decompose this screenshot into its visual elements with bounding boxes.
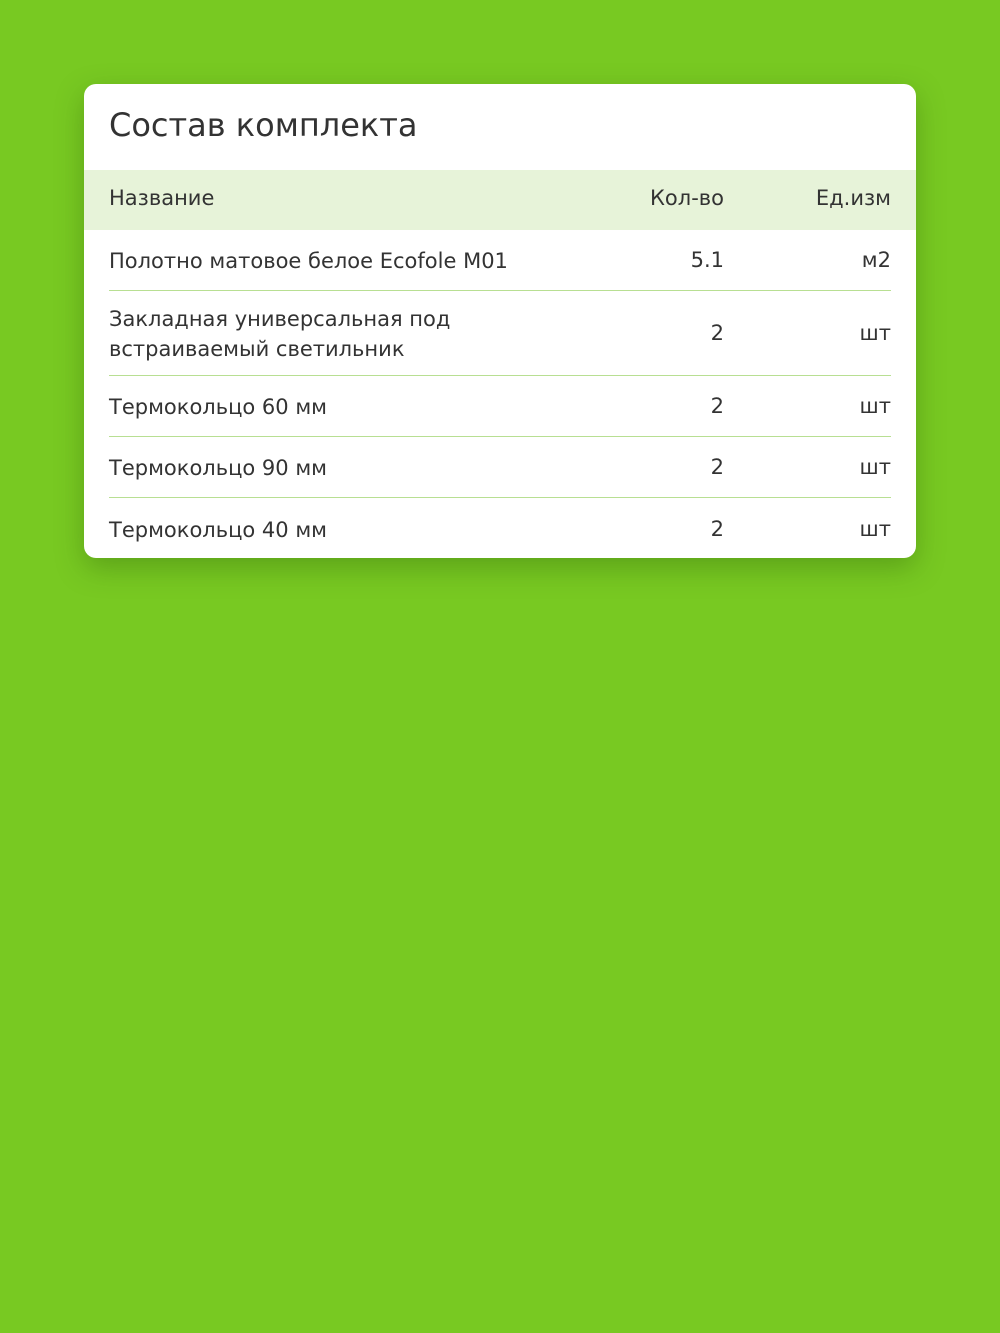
table-row (109, 376, 891, 437)
item-unit: шт (859, 321, 891, 345)
table-row (109, 291, 891, 376)
kit-table (84, 170, 916, 558)
header-name: Название (109, 186, 215, 210)
item-name: Термокольцо 90 мм (109, 456, 327, 480)
table-body (84, 230, 916, 558)
item-name: Полотно матовое белое Ecofole M01 (109, 249, 508, 273)
item-unit: шт (859, 455, 891, 479)
item-qty: 2 (710, 455, 724, 479)
item-qty: 2 (710, 394, 724, 418)
item-unit: шт (859, 394, 891, 418)
table-row (109, 437, 891, 498)
item-name: Термокольцо 60 мм (109, 395, 327, 419)
item-qty: 5.1 (690, 248, 724, 272)
card-title: Состав комплекта (109, 106, 418, 144)
table-header (84, 170, 916, 230)
item-unit: шт (859, 516, 891, 541)
table-row (109, 498, 891, 558)
header-qty: Кол-во (650, 186, 724, 210)
item-unit: м2 (861, 248, 891, 272)
item-qty: 2 (710, 516, 724, 541)
item-qty: 2 (710, 321, 724, 345)
item-name: Закладная универсальная под встраиваемый светильник (109, 307, 451, 361)
header-unit: Ед.изм (815, 186, 891, 210)
table-row (109, 230, 891, 291)
item-name: Термокольцо 40 мм (109, 517, 327, 542)
kit-contents-card (84, 84, 916, 558)
